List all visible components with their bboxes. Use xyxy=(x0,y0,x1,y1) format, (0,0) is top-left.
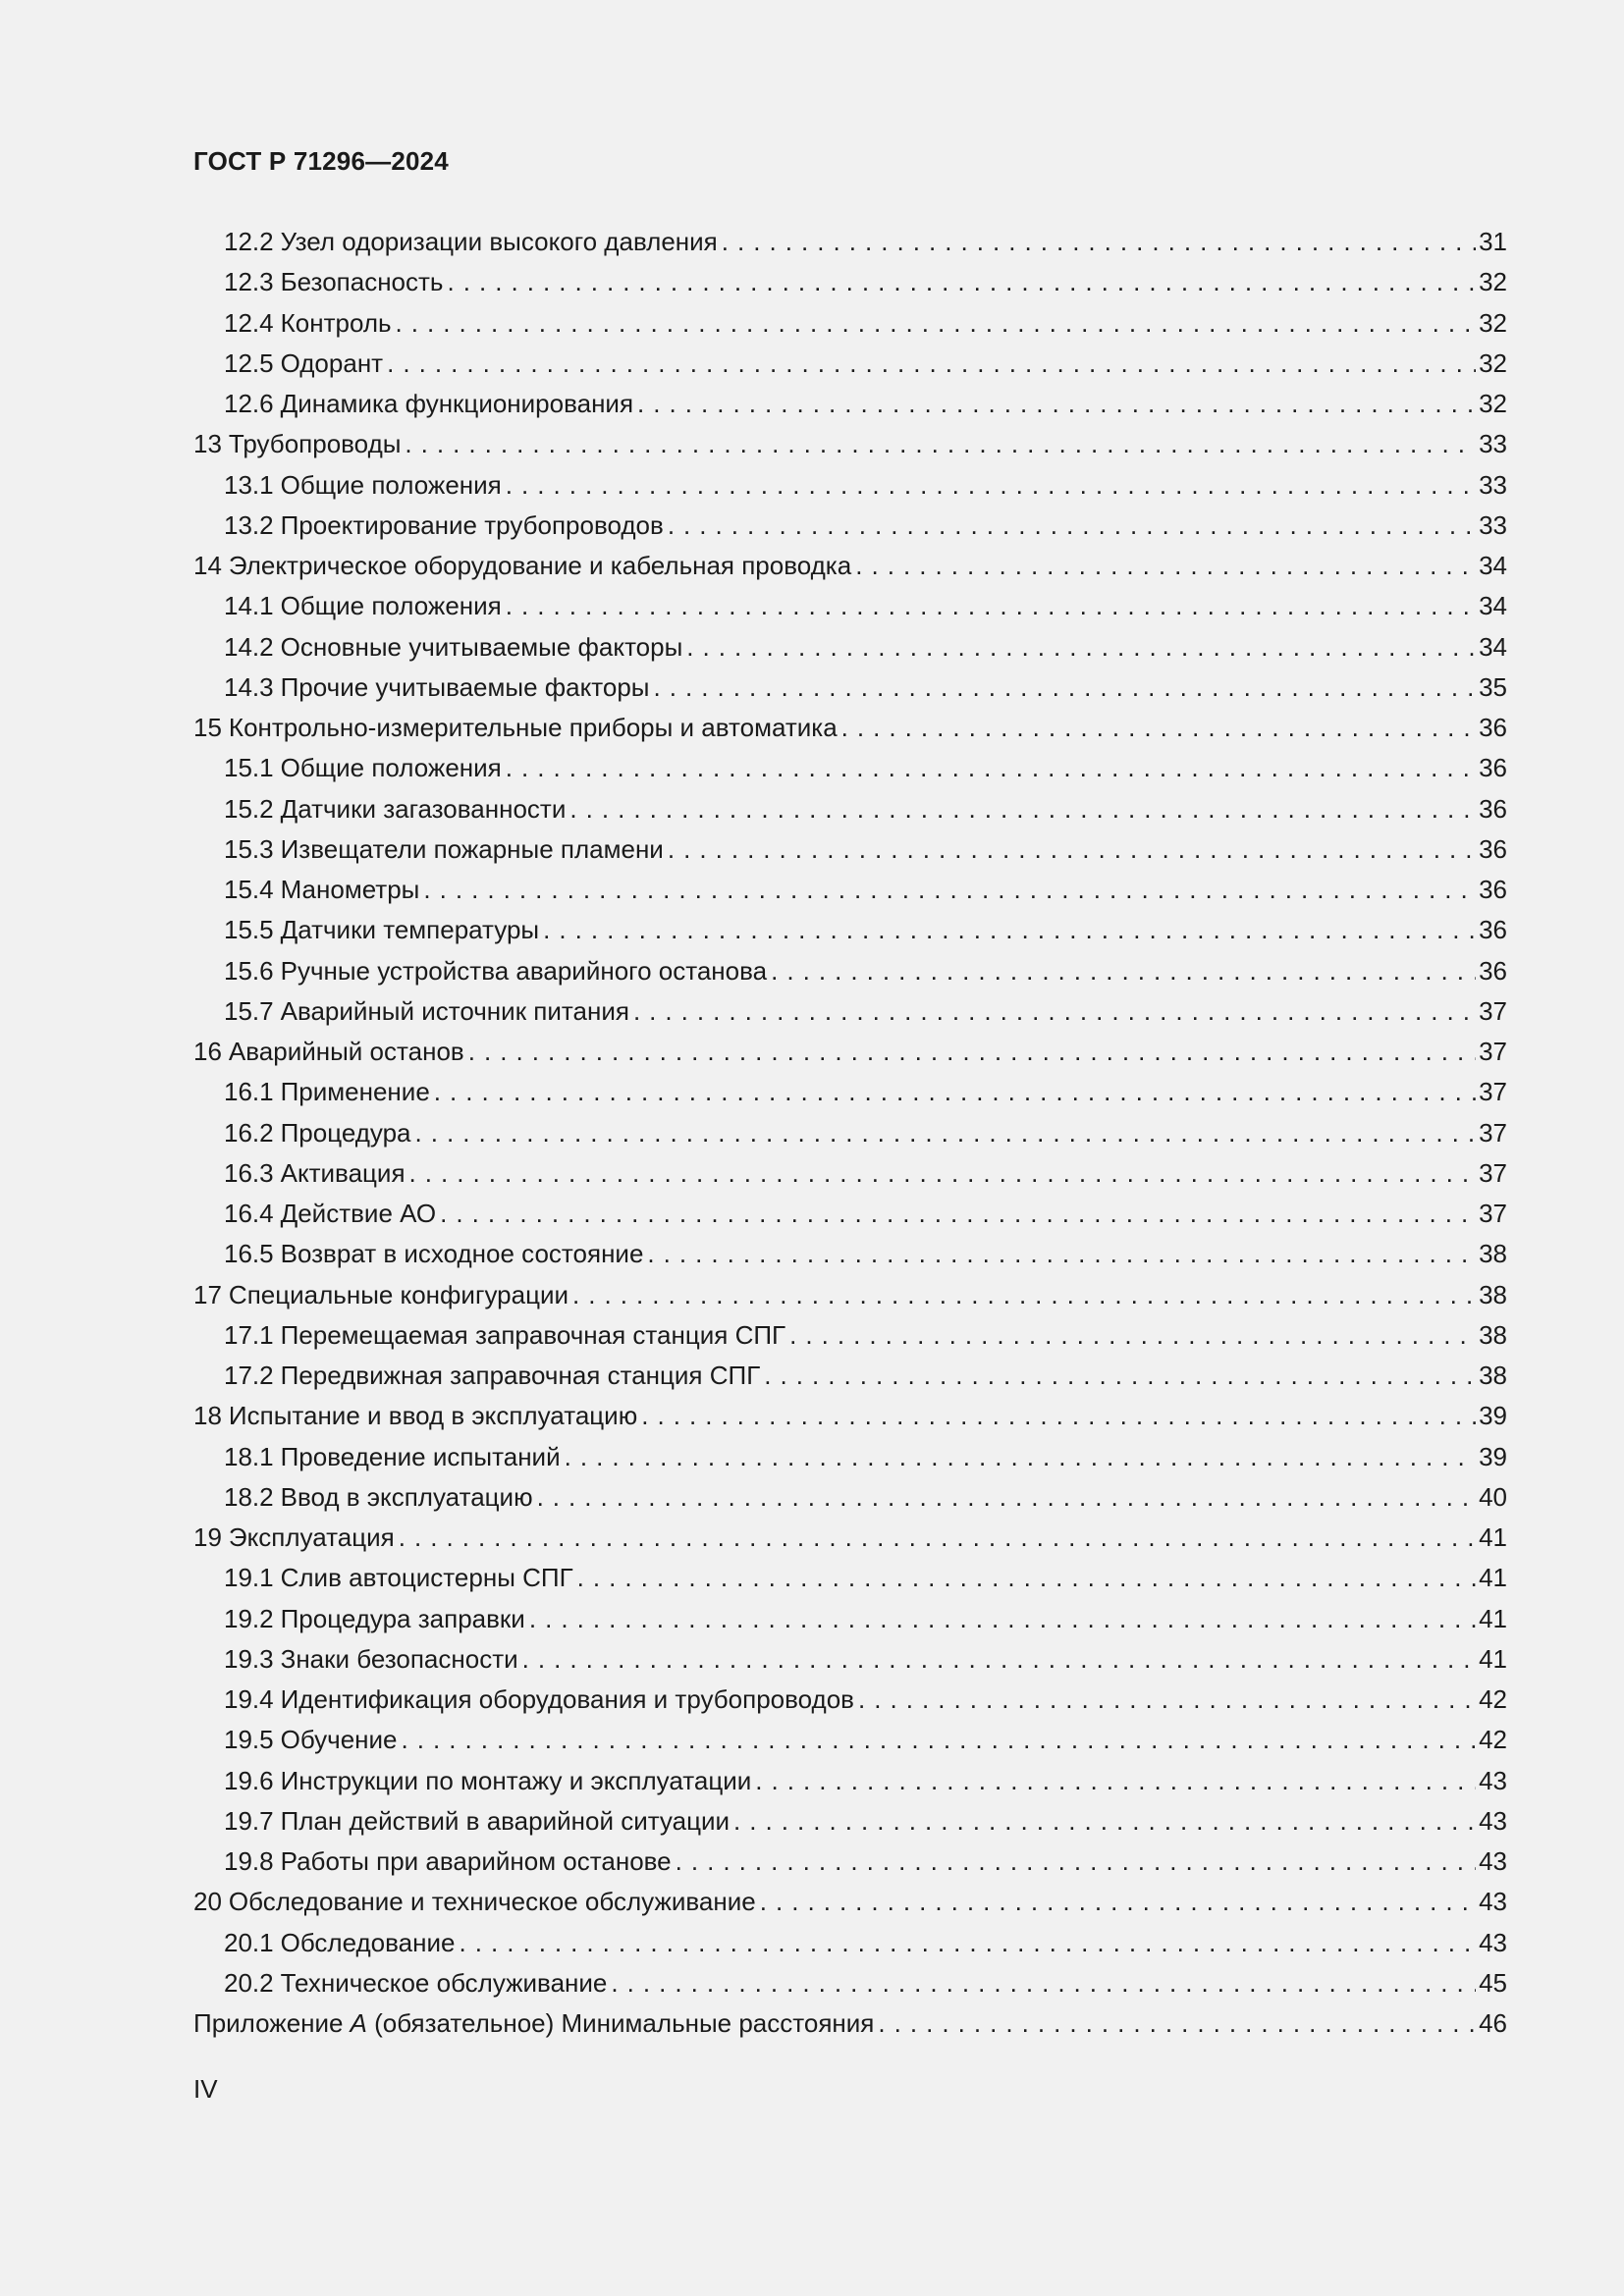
toc-entry[interactable] xyxy=(193,667,1507,708)
page-number: IV xyxy=(193,2074,218,2104)
toc-dot-leader xyxy=(468,1032,1476,1072)
toc-entry[interactable] xyxy=(193,708,1507,748)
toc-entry-number: 14.3 xyxy=(224,671,274,702)
toc-entry-number: 19.2 xyxy=(224,1603,274,1633)
toc-entry-page: 36 xyxy=(1479,793,1507,824)
toc-dot-leader xyxy=(415,1113,1477,1153)
toc-entry[interactable] xyxy=(193,1801,1507,1842)
toc-entry-page: 41 xyxy=(1479,1643,1507,1674)
toc-entry-number: 15.3 xyxy=(224,833,274,864)
toc-dot-leader xyxy=(569,789,1476,829)
toc-entry-title: Датчики загазованности xyxy=(280,793,567,824)
toc-entry-number: 15.6 xyxy=(224,955,274,986)
toc-entry[interactable] xyxy=(193,1761,1507,1801)
annex-title: (обязательное) Минимальные расстояния xyxy=(374,2008,875,2038)
toc-entry-page: 39 xyxy=(1479,1401,1507,1431)
toc-dot-leader xyxy=(637,384,1476,424)
toc-entry[interactable] xyxy=(193,1963,1507,2003)
toc-entry-number: 14.2 xyxy=(224,631,274,662)
toc-entry-title: Общие положения xyxy=(280,753,502,783)
toc-entry-page: 36 xyxy=(1479,833,1507,864)
toc-entry[interactable] xyxy=(193,1720,1507,1760)
toc-entry-number: 20.2 xyxy=(224,1967,274,1998)
toc-entry-page: 35 xyxy=(1479,671,1507,702)
toc-entry-number: 19.8 xyxy=(224,1846,274,1876)
toc-entry[interactable] xyxy=(193,1882,1507,1922)
toc-entry[interactable] xyxy=(193,424,1507,464)
toc-entry-title: Знаки безопасности xyxy=(280,1643,518,1674)
toc-entry-page: 34 xyxy=(1479,631,1507,662)
toc-entry-title: Основные учитываемые факторы xyxy=(280,631,683,662)
toc-entry-page: 37 xyxy=(1479,995,1507,1026)
toc-entry-page: 43 xyxy=(1479,1765,1507,1795)
toc-dot-leader xyxy=(459,1923,1476,1963)
toc-dot-leader xyxy=(668,829,1476,870)
toc-entry[interactable] xyxy=(193,303,1507,344)
toc-dot-leader xyxy=(647,1234,1476,1274)
toc-entry-title: Проектирование трубопроводов xyxy=(280,509,664,540)
toc-entry-page: 37 xyxy=(1479,1199,1507,1228)
toc-entry[interactable] xyxy=(193,506,1507,546)
toc-dot-leader xyxy=(755,1761,1476,1801)
toc-dot-leader xyxy=(565,1437,1476,1477)
toc-entry-number: 12.5 xyxy=(224,347,274,378)
toc-dot-leader xyxy=(641,1396,1476,1436)
toc-entry-title: Извещатели пожарные пламени xyxy=(280,833,664,864)
toc-dot-leader xyxy=(764,1356,1476,1396)
toc-dot-leader xyxy=(537,1477,1477,1518)
toc-entry-title: Идентификация оборудования и трубопроводов xyxy=(280,1684,854,1714)
toc-entry-number: 14 xyxy=(193,551,222,580)
toc-entry-number: 20.1 xyxy=(224,1927,274,1957)
toc-dot-leader xyxy=(611,1963,1476,2003)
toc-dot-leader xyxy=(855,546,1476,586)
toc-entry-page: 32 xyxy=(1479,267,1507,297)
toc-entry[interactable] xyxy=(193,262,1507,302)
toc-entry-title: Инструкции по монтажу и эксплуатации xyxy=(280,1765,752,1795)
toc-entry-title: Активация xyxy=(280,1157,406,1188)
toc-entry-page: 33 xyxy=(1479,429,1507,459)
toc-entry-page: 42 xyxy=(1479,1725,1507,1755)
toc-entry-title xyxy=(351,2003,875,2044)
toc-entry-title: Работы при аварийном останове xyxy=(280,1846,672,1876)
toc-entry[interactable] xyxy=(193,748,1507,788)
toc-dot-leader xyxy=(686,627,1476,667)
toc-dot-leader xyxy=(402,1720,1477,1760)
toc-entry[interactable] xyxy=(193,1194,1507,1234)
toc-dot-leader xyxy=(733,1801,1476,1842)
toc-dot-leader xyxy=(543,910,1476,950)
toc-entry[interactable] xyxy=(193,344,1507,384)
annex-letter: А xyxy=(350,2008,367,2038)
toc-entry-number: 18 xyxy=(193,1401,222,1431)
toc-entry-title: Обследование и техническое обслуживание xyxy=(228,1887,756,1917)
toc-entry-title: Аварийный источник питания xyxy=(280,995,629,1026)
toc-entry-title: Одорант xyxy=(280,347,384,378)
toc-entry-number: 13.1 xyxy=(224,469,274,500)
toc-entry[interactable] xyxy=(193,991,1507,1032)
toc-entry-title: Действие АО xyxy=(280,1199,437,1228)
toc-dot-leader xyxy=(440,1194,1476,1234)
toc-entry-page: 38 xyxy=(1479,1319,1507,1350)
toc-entry-title: Передвижная заправочная станция СПГ xyxy=(280,1361,761,1390)
toc-entry-title: Контроль xyxy=(280,307,392,338)
toc-dot-leader xyxy=(633,991,1476,1032)
toc-entry-page: 38 xyxy=(1479,1361,1507,1390)
toc-entry-page: 36 xyxy=(1479,753,1507,783)
toc-dot-leader xyxy=(722,222,1476,262)
toc-dot-leader xyxy=(423,870,1476,910)
table-of-contents xyxy=(193,222,1507,2044)
toc-entry[interactable] xyxy=(193,1356,1507,1396)
toc-entry-page: 37 xyxy=(1479,1117,1507,1148)
toc-entry-page: 41 xyxy=(1479,1603,1507,1633)
toc-entry-page: 36 xyxy=(1479,915,1507,945)
toc-entry-page: 43 xyxy=(1479,1805,1507,1836)
toc-entry-number: 19 xyxy=(193,1522,222,1552)
toc-dot-leader xyxy=(506,586,1476,626)
toc-entry[interactable] xyxy=(193,465,1507,506)
toc-entry-number: 12.3 xyxy=(224,267,274,297)
toc-entry-number: 17 xyxy=(193,1279,222,1309)
toc-entry[interactable] xyxy=(193,222,1507,262)
toc-entry[interactable] xyxy=(193,2003,1507,2044)
toc-dot-leader xyxy=(434,1072,1476,1112)
toc-entry-page: 43 xyxy=(1479,1927,1507,1957)
toc-dot-leader xyxy=(409,1153,1477,1194)
toc-entry-title: Безопасность xyxy=(280,267,444,297)
toc-entry-number: 17.1 xyxy=(224,1319,274,1350)
toc-entry-page: 37 xyxy=(1479,1037,1507,1066)
toc-entry-number: 16.1 xyxy=(224,1077,274,1107)
toc-entry[interactable] xyxy=(193,1113,1507,1153)
toc-dot-leader xyxy=(789,1315,1476,1356)
toc-entry[interactable] xyxy=(193,1558,1507,1598)
toc-entry-page: 33 xyxy=(1479,509,1507,540)
toc-entry[interactable] xyxy=(193,1032,1507,1072)
toc-entry-title: Процедура заправки xyxy=(280,1603,525,1633)
toc-entry-title: Датчики температуры xyxy=(280,915,540,945)
toc-dot-leader xyxy=(858,1680,1476,1720)
toc-entry-number: 15.4 xyxy=(224,875,274,904)
toc-dot-leader xyxy=(841,708,1476,748)
toc-entry-number: 18.1 xyxy=(224,1441,274,1471)
toc-dot-leader xyxy=(522,1639,1476,1680)
toc-entry-title: Применение xyxy=(280,1077,430,1107)
toc-entry-title: Обучение xyxy=(280,1725,398,1755)
toc-entry-number: 15.1 xyxy=(224,753,274,783)
toc-entry-page: 32 xyxy=(1479,307,1507,338)
toc-entry-number: 19.4 xyxy=(224,1684,274,1714)
toc-dot-leader xyxy=(529,1599,1476,1639)
toc-entry-number: 16.2 xyxy=(224,1117,274,1148)
toc-dot-leader xyxy=(447,262,1476,302)
toc-entry-number: 16.5 xyxy=(224,1239,274,1269)
toc-entry[interactable] xyxy=(193,1599,1507,1639)
toc-entry-number: 16 xyxy=(193,1037,222,1066)
toc-entry-title: Перемещаемая заправочная станция СПГ xyxy=(280,1319,786,1350)
toc-entry-page: 31 xyxy=(1479,227,1507,256)
toc-dot-leader xyxy=(399,1518,1476,1558)
toc-entry-title: Общие положения xyxy=(280,469,502,500)
toc-entry-page: 39 xyxy=(1479,1441,1507,1471)
toc-entry-title: Обследование xyxy=(280,1927,456,1957)
toc-entry-number: 12.4 xyxy=(224,307,274,338)
toc-dot-leader xyxy=(572,1275,1476,1315)
toc-entry-page: 32 xyxy=(1479,389,1507,418)
toc-entry[interactable] xyxy=(193,627,1507,667)
toc-entry-title: Процедура xyxy=(280,1117,411,1148)
toc-entry-title: Возврат в исходное состояние xyxy=(280,1239,644,1269)
toc-entry[interactable] xyxy=(193,1518,1507,1558)
toc-entry-number: 18.2 xyxy=(224,1481,274,1512)
toc-entry[interactable] xyxy=(193,1396,1507,1436)
toc-dot-leader xyxy=(396,303,1477,344)
toc-dot-leader xyxy=(577,1558,1476,1598)
toc-entry-number: 16.4 xyxy=(224,1199,274,1228)
toc-entry-title: Проведение испытаний xyxy=(280,1441,561,1471)
toc-entry-number: 15 xyxy=(193,713,222,742)
toc-entry-number: 15.7 xyxy=(224,995,274,1026)
toc-entry-number: 14.1 xyxy=(224,591,274,621)
toc-entry-page: 38 xyxy=(1479,1279,1507,1309)
toc-dot-leader xyxy=(387,344,1476,384)
toc-entry[interactable] xyxy=(193,829,1507,870)
toc-dot-leader xyxy=(654,667,1477,708)
toc-entry[interactable] xyxy=(193,1923,1507,1963)
toc-dot-leader xyxy=(676,1842,1476,1882)
toc-entry-title: Специальные конфигурации xyxy=(228,1279,569,1309)
toc-entry-number: Приложение xyxy=(193,2008,344,2038)
toc-entry-page: 36 xyxy=(1479,713,1507,742)
toc-entry-title: Узел одоризации высокого давления xyxy=(280,227,718,256)
toc-entry[interactable] xyxy=(193,951,1507,991)
toc-entry[interactable] xyxy=(193,1153,1507,1194)
toc-dot-leader xyxy=(760,1882,1476,1922)
toc-entry-page: 42 xyxy=(1479,1684,1507,1714)
toc-dot-leader xyxy=(878,2003,1476,2044)
toc-entry-title: Контрольно-измерительные приборы и автоматика xyxy=(228,713,838,742)
toc-entry-title: Испытание и ввод в эксплуатацию xyxy=(228,1401,638,1431)
toc-entry-number: 19.1 xyxy=(224,1563,274,1593)
toc-entry-number: 19.3 xyxy=(224,1643,274,1674)
toc-entry-page: 36 xyxy=(1479,955,1507,986)
toc-entry-page: 36 xyxy=(1479,875,1507,904)
toc-entry-number: 12.6 xyxy=(224,389,274,418)
toc-entry-page: 33 xyxy=(1479,469,1507,500)
toc-entry-number: 19.7 xyxy=(224,1805,274,1836)
toc-entry-title: Ручные устройства аварийного останова xyxy=(280,955,768,986)
toc-entry-page: 37 xyxy=(1479,1157,1507,1188)
toc-entry-page: 32 xyxy=(1479,347,1507,378)
toc-dot-leader xyxy=(405,424,1476,464)
toc-entry-number: 12.2 xyxy=(224,227,274,256)
toc-entry-page: 46 xyxy=(1479,2008,1507,2038)
toc-entry-title: Общие положения xyxy=(280,591,502,621)
toc-entry[interactable] xyxy=(193,1275,1507,1315)
toc-entry[interactable] xyxy=(193,1680,1507,1720)
toc-entry-title: Электрическое оборудование и кабельная проводка xyxy=(228,551,852,580)
toc-entry-page: 41 xyxy=(1479,1563,1507,1593)
toc-dot-leader xyxy=(668,506,1476,546)
document-header: ГОСТ Р 71296—2024 xyxy=(193,146,449,176)
toc-entry-page: 45 xyxy=(1479,1967,1507,1998)
toc-entry[interactable] xyxy=(193,1639,1507,1680)
toc-entry-title: Прочие учитываемые факторы xyxy=(280,671,650,702)
toc-entry-page: 43 xyxy=(1479,1887,1507,1917)
toc-entry[interactable] xyxy=(193,1234,1507,1274)
toc-entry[interactable] xyxy=(193,789,1507,829)
toc-entry[interactable] xyxy=(193,870,1507,910)
toc-entry-page: 37 xyxy=(1479,1077,1507,1107)
toc-entry-number: 13.2 xyxy=(224,509,274,540)
toc-entry-title: Трубопроводы xyxy=(228,429,402,459)
toc-entry-page: 38 xyxy=(1479,1239,1507,1269)
toc-entry-title: Манометры xyxy=(280,875,420,904)
toc-entry[interactable] xyxy=(193,384,1507,424)
toc-dot-leader xyxy=(506,748,1476,788)
toc-entry-title: План действий в аварийной ситуации xyxy=(280,1805,731,1836)
toc-entry-number: 19.5 xyxy=(224,1725,274,1755)
toc-entry-page: 34 xyxy=(1479,551,1507,580)
toc-entry-title: Техническое обслуживание xyxy=(280,1967,608,1998)
toc-entry[interactable] xyxy=(193,910,1507,950)
toc-dot-leader xyxy=(771,951,1476,991)
toc-entry-page: 40 xyxy=(1479,1481,1507,1512)
toc-entry[interactable] xyxy=(193,1477,1507,1518)
toc-entry[interactable] xyxy=(193,1072,1507,1112)
toc-entry[interactable] xyxy=(193,1437,1507,1477)
toc-entry-page: 43 xyxy=(1479,1846,1507,1876)
toc-entry-number: 17.2 xyxy=(224,1361,274,1390)
toc-entry-number: 15.2 xyxy=(224,793,274,824)
toc-entry-number: 15.5 xyxy=(224,915,274,945)
toc-entry[interactable] xyxy=(193,546,1507,586)
toc-dot-leader xyxy=(506,465,1476,506)
toc-entry-title: Ввод в эксплуатацию xyxy=(280,1481,533,1512)
toc-entry-page: 34 xyxy=(1479,591,1507,621)
toc-entry-page: 41 xyxy=(1479,1522,1507,1552)
toc-entry[interactable] xyxy=(193,1842,1507,1882)
toc-entry[interactable] xyxy=(193,1315,1507,1356)
toc-entry-title: Аварийный останов xyxy=(228,1037,464,1066)
toc-entry-number: 19.6 xyxy=(224,1765,274,1795)
toc-entry-title: Динамика функционирования xyxy=(280,389,634,418)
toc-entry-title: Эксплуатация xyxy=(228,1522,395,1552)
toc-entry[interactable] xyxy=(193,586,1507,626)
toc-entry-number: 16.3 xyxy=(224,1157,274,1188)
toc-entry-number: 13 xyxy=(193,429,222,459)
toc-entry-number: 20 xyxy=(193,1887,222,1917)
toc-entry-title: Слив автоцистерны СПГ xyxy=(280,1563,573,1593)
